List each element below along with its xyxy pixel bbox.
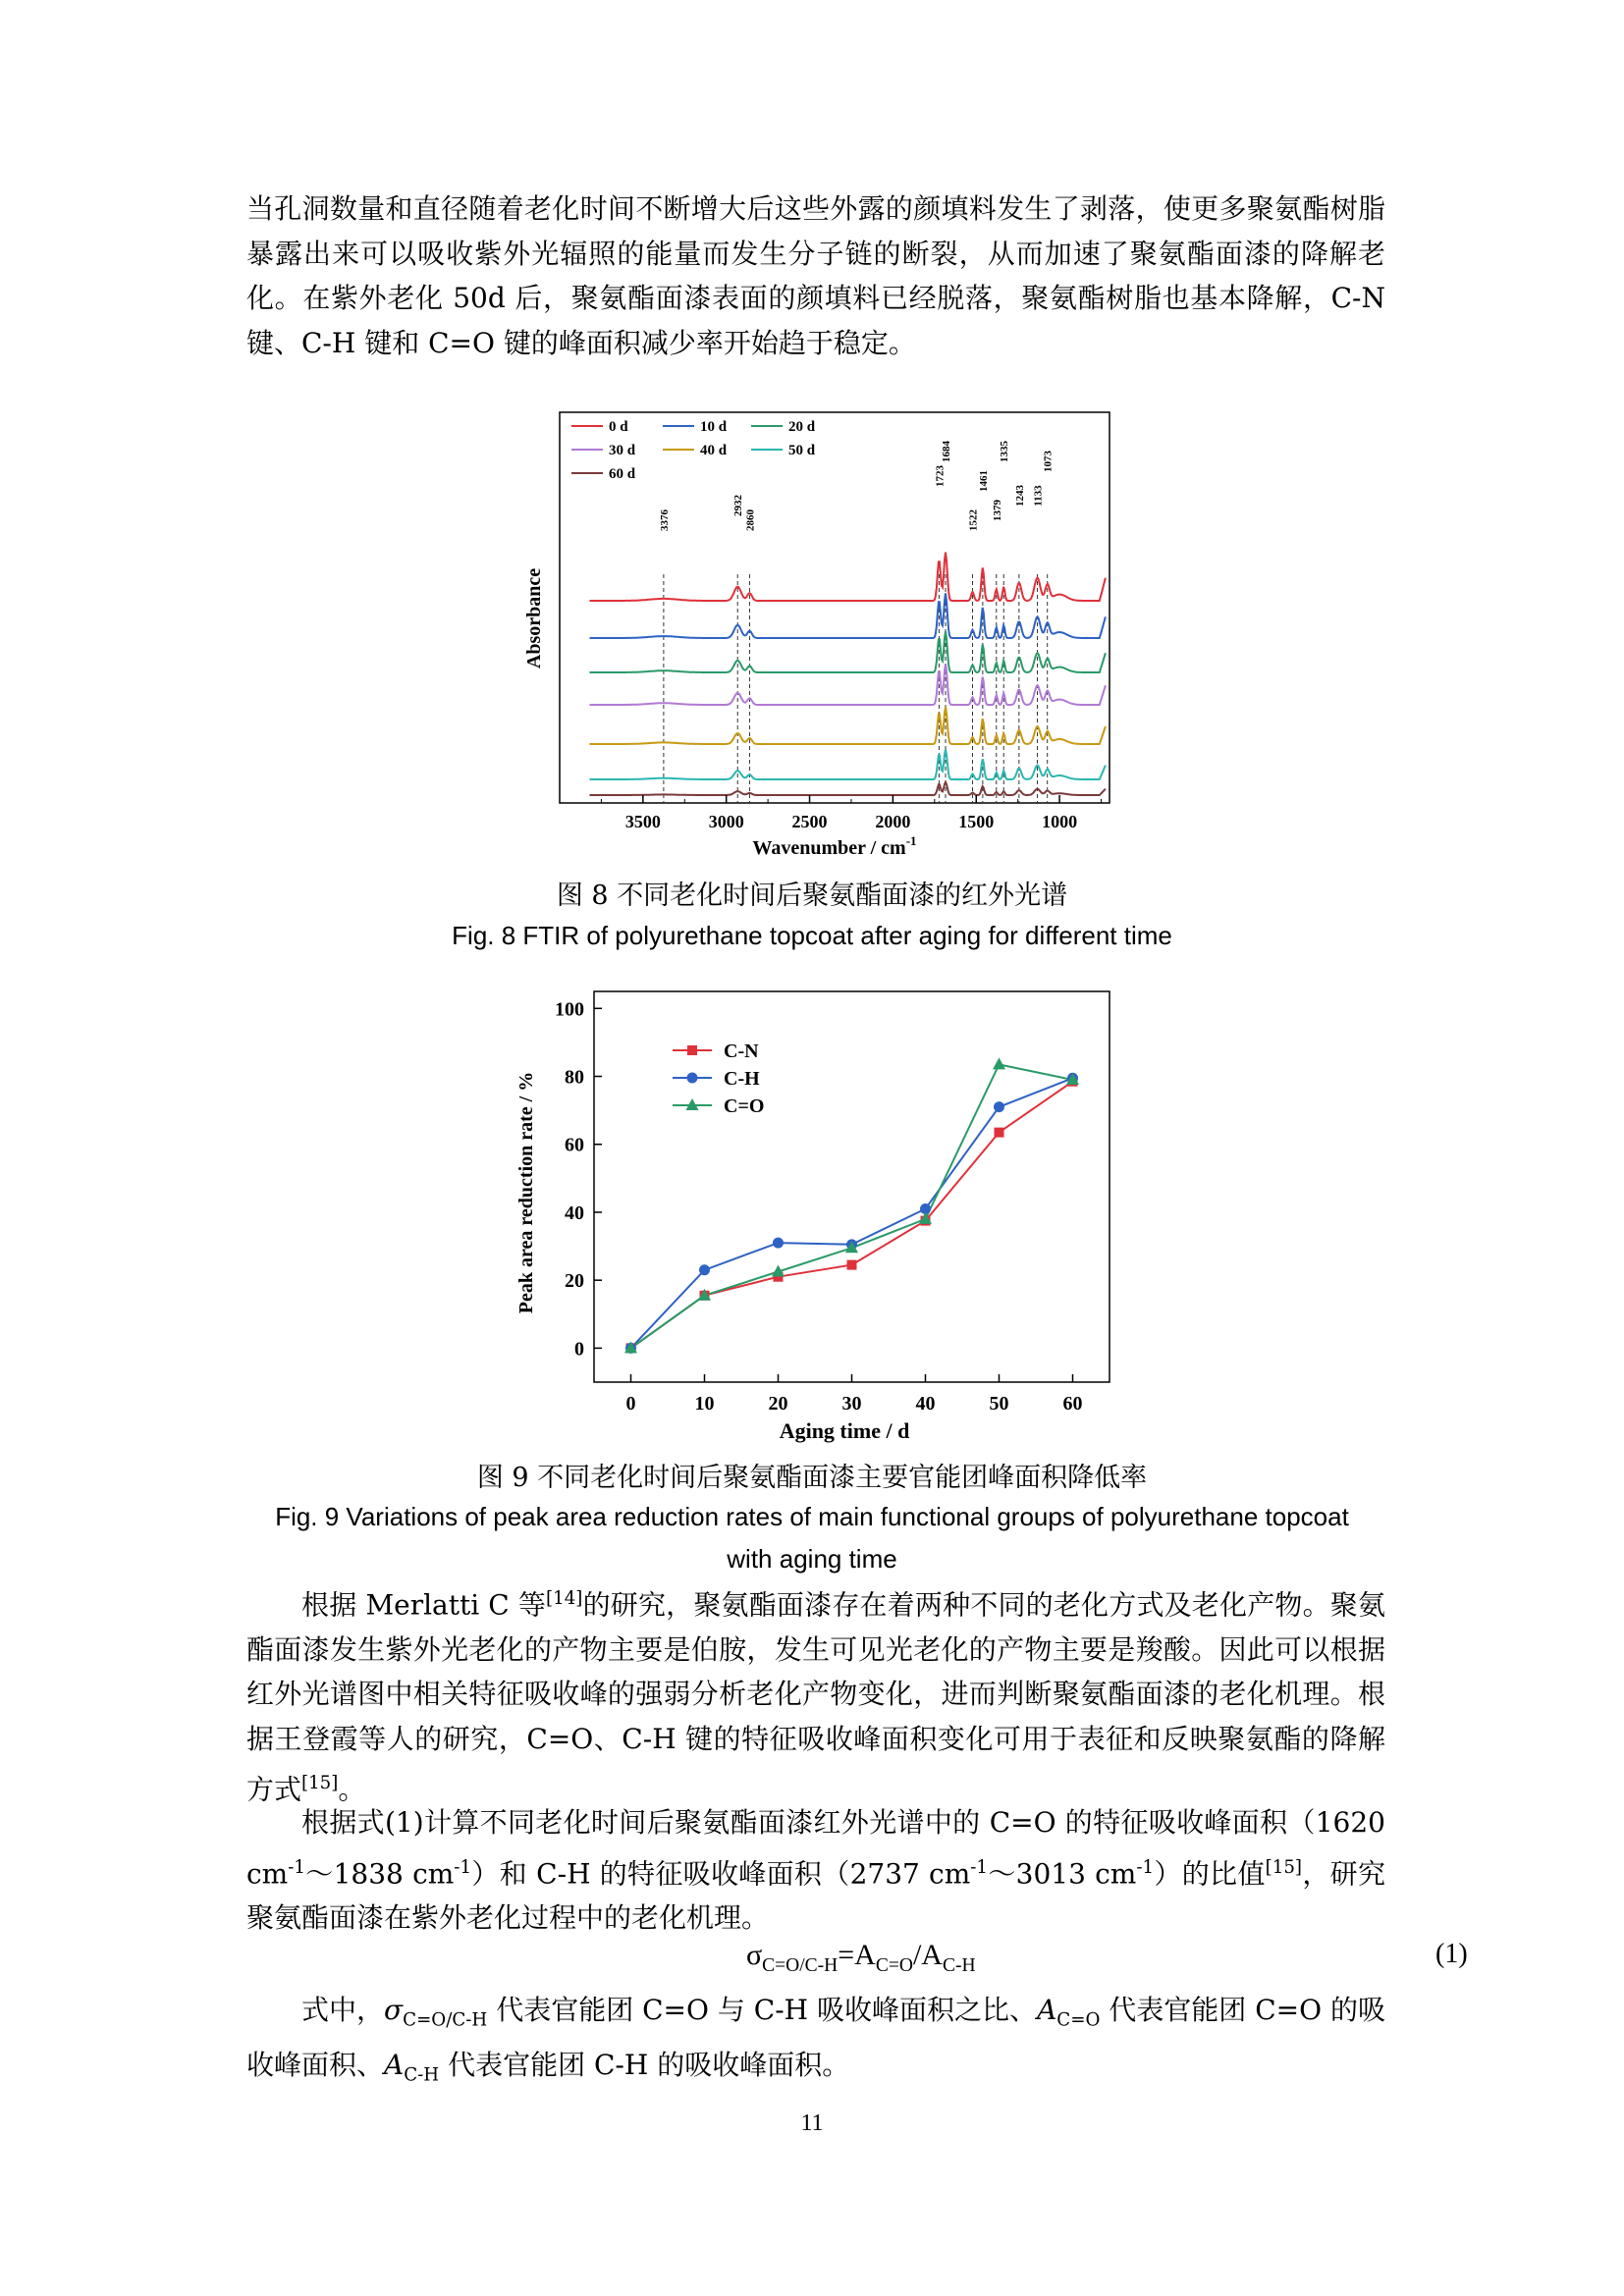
y-tick-label: 80 [565, 1066, 584, 1089]
spectrum-line [590, 553, 1106, 601]
x-tick-label: 20 [768, 1393, 788, 1415]
y-tick-label: 20 [565, 1270, 584, 1293]
legend-label: C-N [724, 1041, 759, 1062]
legend-marker [687, 1045, 697, 1055]
x-axis-label: Aging time / d [779, 1418, 910, 1443]
spectrum-line [590, 782, 1106, 795]
peak-label: 1522 [967, 509, 980, 531]
peak-label: 1684 [941, 441, 953, 462]
x-tick-label: 30 [841, 1393, 862, 1415]
y-axis-label: Absorbance [523, 567, 545, 669]
figure-9-caption-en-line2: with aging time [727, 1544, 897, 1574]
peak-label: 1243 [1013, 485, 1026, 507]
paragraph-formula-intro: 根据式(1)计算不同老化时间后聚氨酯面漆红外光谱中的 C=O 的特征吸收峰面积（1620 $cm^{-1}\sim 1838$ $cm^{-1}$）和 C-H 的特征吸收峰面积（2737 $cm^{-1}\sim 3013$ $cm^{-1}$）的比值[15]，研究聚氨酯面漆在紫外老化过程中的老化机理。 [246, 1806, 1385, 1935]
legend-label: 40 d [700, 443, 728, 458]
spectrum-line [590, 750, 1106, 779]
legend [673, 1041, 764, 1117]
figure-9-reduction-chart [511, 987, 1119, 1448]
peak-label: 1461 [977, 470, 990, 492]
series-line [631, 1082, 1073, 1349]
legend-label: C-H [724, 1068, 760, 1090]
legend-label: C=O [724, 1095, 765, 1117]
y-tick-label: 40 [565, 1201, 584, 1224]
series-line [631, 1078, 1073, 1348]
peak-label: 1379 [991, 500, 1003, 521]
figure-9-caption-cn: 图 9 不同老化时间后聚氨酯面漆主要官能团峰面积降低率 [476, 1463, 1148, 1493]
paragraph-merlatti: 根据 Merlatti C 等[14]的研究，聚氨酯面漆存在着两种不同的老化方式及老化产物。聚氨酯面漆发生紫外光老化的产物主要是伯胺，发生可见光老化的产物主要是羧酸。因此可以根据红外光谱图中相关特征吸收峰的强弱分析老化产物变化，进而判断聚氨酯面漆的老化机理。根据王登霞等人的研究，C=O、C-H 键的特征吸收峰面积变化可用于表征和反映聚氨酯的降解方式[15]。 [246, 1588, 1385, 1806]
x-tick-label: 40 [915, 1393, 936, 1415]
peak-label: 1073 [1042, 451, 1055, 472]
equation-number: (1) [1435, 1939, 1468, 1969]
peak-label: 1335 [999, 441, 1011, 462]
x-tick-label: 1000 [1042, 812, 1078, 831]
peak-label: 2860 [744, 509, 757, 531]
x-tick-label: 0 [625, 1393, 636, 1415]
x-axis-label: Wavenumber / $cm^{-1}$ [752, 833, 917, 859]
x-tick-label: 10 [694, 1393, 715, 1415]
x-tick-label: 2000 [875, 812, 911, 831]
y-tick-label: 100 [555, 998, 584, 1021]
x-tick-label: 60 [1062, 1393, 1083, 1415]
peak-label: 2932 [732, 495, 745, 516]
paragraph-text: 当孔洞数量和直径随着老化时间不断增大后这些外露的颜填料发生了剥落，使更多聚氨酯树脂暴露出来可以吸收紫外光辐照的能量而发生分子链的断裂，从而加速了聚氨酯面漆的降解老化。在紫外老化 50d 后，聚氨酯面漆表面的颜填料已经脱落，聚氨酯树脂也基本降解，C-N 键、C-H 键和 C=O 键的峰面积减少率开始趋于稳定。 [246, 192, 1385, 359]
x-axis-ticks [601, 795, 1101, 831]
plot-frame [594, 991, 1110, 1382]
figure-8-caption-en: Fig. 8 FTIR of polyurethane topcoat after aging for different time [452, 921, 1172, 950]
y-tick-label: 0 [574, 1338, 584, 1361]
legend-label: 30 d [609, 443, 636, 458]
figure-8-caption-cn: 图 8 不同老化时间后聚氨酯面漆的红外光谱 [556, 881, 1068, 911]
legend-label: 60 d [609, 466, 636, 482]
figure-8-ftir-chart [511, 402, 1139, 864]
data-point [994, 1101, 1004, 1112]
legend-label: 10 d [700, 419, 728, 435]
legend-label: 0 d [609, 419, 628, 435]
spectrum-line [590, 707, 1106, 744]
paragraph-aging-mechanism [246, 187, 1385, 365]
x-tick-label: 3000 [708, 812, 744, 831]
x-tick-label: 1500 [958, 812, 995, 831]
data-point [995, 1128, 1004, 1138]
peak-markers [659, 441, 1055, 804]
peak-label: 1133 [1032, 485, 1045, 507]
data-point [699, 1264, 710, 1275]
peak-label: 3376 [658, 509, 671, 531]
legend-marker [687, 1073, 698, 1084]
data-point [993, 1057, 1005, 1069]
legend [571, 419, 816, 482]
data-point [847, 1260, 857, 1270]
x-tick-label: 3500 [624, 812, 661, 831]
y-tick-label: 60 [565, 1134, 584, 1156]
paragraph-symbol-definitions: 式中，$\sigma_{C=O/C-H}$ 代表官能团 C=O 与 C-H 吸收峰面积之比、$A_{C=O}$ 代表官能团 C=O 的吸收峰面积、$A_{C-H}$ 代表官能团 C-H 的吸收峰面积。 [246, 1994, 1385, 2086]
equation-1: $\sigma_{C=O/C-H}=A_{C=O}/A_{C-H}$ [746, 1939, 976, 1976]
x-tick-label: 2500 [791, 812, 828, 831]
y-axis-label: Peak area reduction rate / % [515, 1071, 537, 1314]
legend-label: 20 d [788, 419, 816, 435]
spectra-group [590, 553, 1106, 795]
page-number: 11 [800, 2110, 824, 2136]
x-tick-label: 50 [989, 1393, 1009, 1415]
legend-label: 50 d [788, 443, 816, 458]
peak-label: 1723 [934, 465, 947, 487]
data-point [773, 1238, 784, 1249]
figure-9-caption-en-line1: Fig. 9 Variations of peak area reduction rates of main functional groups of polyurethane topcoat [275, 1502, 1349, 1531]
series-line [631, 1064, 1073, 1348]
